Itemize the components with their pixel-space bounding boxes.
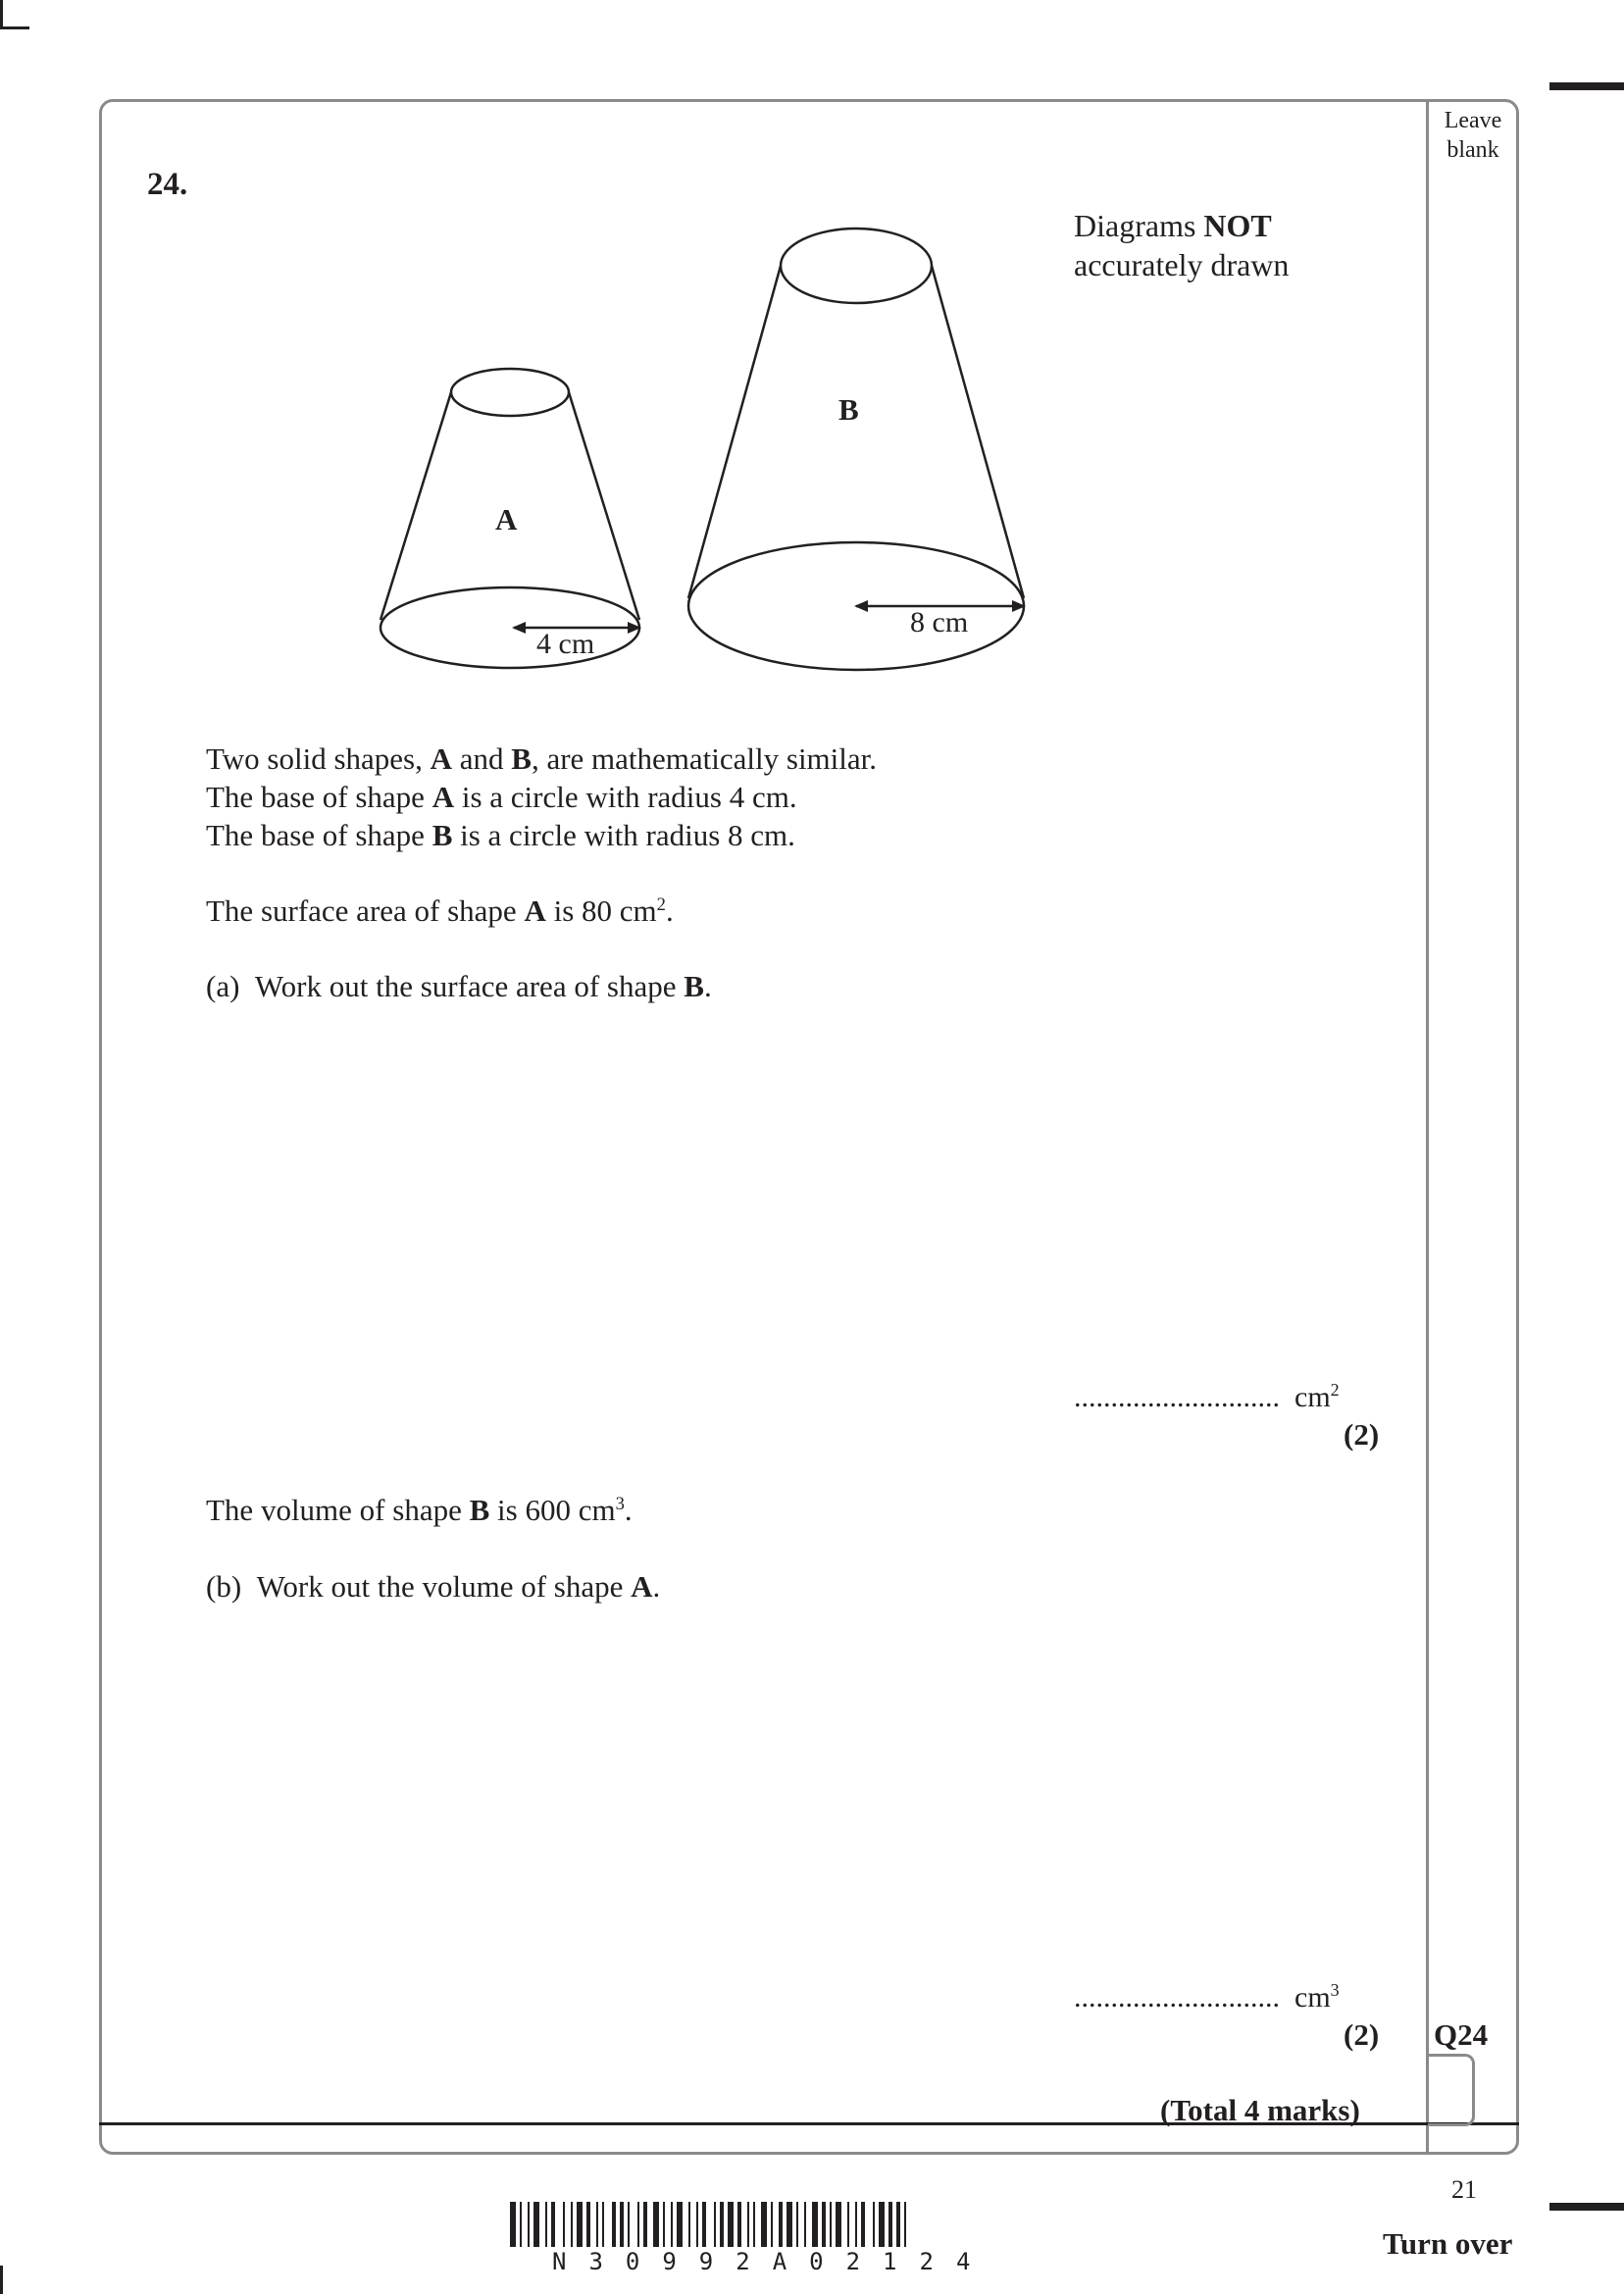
barcode-bar: [696, 2202, 698, 2247]
marks-b: (2): [1344, 2017, 1380, 2052]
answer-unit: cm: [1294, 1981, 1331, 2014]
barcode-bar: [643, 2202, 647, 2247]
barcode-bar: [528, 2202, 530, 2247]
barcode-bar: [586, 2202, 590, 2247]
barcode-bar: [533, 2202, 539, 2247]
total-marks: (Total 4 marks): [1160, 2093, 1360, 2127]
barcode-bar: [637, 2202, 639, 2247]
barcode-bar: [653, 2202, 659, 2247]
shape-a-label: A: [495, 502, 518, 536]
text-bold: B: [684, 969, 704, 1003]
text-bold: A: [431, 780, 455, 814]
superscript: 2: [1330, 1380, 1340, 1401]
text-run: Work out the volume of shape: [256, 1569, 632, 1604]
answer-unit: cm: [1294, 1381, 1331, 1413]
text-run: is a circle with radius 8 cm.: [452, 818, 795, 852]
barcode-bar: [577, 2202, 583, 2247]
diagram-note-bold: NOT: [1203, 208, 1272, 243]
barcode-bar: [551, 2202, 555, 2247]
barcode-bar: [779, 2202, 783, 2247]
barcode-bar: [663, 2202, 665, 2247]
text-run: Two solid shapes,: [206, 741, 431, 776]
part-label: (b): [206, 1569, 242, 1604]
volume-statement: [206, 1493, 633, 1528]
superscript: 3: [615, 1493, 625, 1514]
text-bold: A: [524, 893, 546, 928]
barcode-bar: [671, 2202, 673, 2247]
text-run: The base of shape: [206, 818, 432, 852]
barcode-number: N30992A02124: [552, 2248, 993, 2275]
barcode-bar: [888, 2202, 892, 2247]
part-a-question: [206, 969, 712, 1004]
text-run: , are mathematically similar.: [531, 741, 878, 776]
answer-line-a[interactable]: [1074, 1381, 1340, 1414]
text-run: is 80 cm: [545, 893, 657, 928]
text-run: and: [452, 741, 512, 776]
answer-line-b[interactable]: [1074, 1981, 1340, 2014]
radius-a-label: 4 cm: [536, 628, 595, 660]
text-run: is a circle with radius 4 cm.: [454, 780, 797, 814]
barcode-bar: [847, 2202, 849, 2247]
surface-area-statement: [206, 893, 674, 929]
radius-b-label: 8 cm: [910, 606, 969, 638]
barcode-bar: [753, 2202, 755, 2247]
barcode-bar: [879, 2202, 885, 2247]
barcode-bar: [545, 2202, 547, 2247]
barcode-bar: [677, 2202, 683, 2247]
barcode-bar: [787, 2202, 792, 2247]
barcode-bar: [510, 2202, 516, 2247]
barcode-bar: [830, 2202, 832, 2247]
barcode-bar: [904, 2202, 906, 2247]
barcode-bar: [620, 2202, 624, 2247]
statement-line-3: [206, 818, 795, 853]
frustum-b: [688, 229, 1024, 670]
barcode-bar: [804, 2202, 806, 2247]
barcode-bar: [612, 2202, 616, 2247]
barcode-bar: [728, 2202, 734, 2247]
diagram-note-line2: accurately drawn: [1074, 247, 1290, 282]
page-number: 21: [1451, 2175, 1477, 2204]
diagram-note-prefix: Diagrams: [1074, 208, 1204, 243]
barcode-bar: [688, 2202, 690, 2247]
barcode-bar: [747, 2202, 749, 2247]
barcode-icon: [510, 2202, 1130, 2247]
similar-shapes-diagram: [0, 0, 1624, 736]
text-run: The volume of shape: [206, 1493, 470, 1527]
superscript: 3: [1330, 1980, 1340, 2001]
statement-line-2: [206, 780, 797, 815]
leave-blank-label: Leave blank: [1444, 108, 1502, 163]
examiner-mark-box[interactable]: [1428, 2054, 1475, 2126]
answer-dots[interactable]: ............................: [1074, 1381, 1280, 1413]
barcode-bar: [737, 2202, 741, 2247]
text-run: .: [665, 893, 674, 928]
text-run: .: [624, 1493, 633, 1527]
text-run: is 600 cm: [489, 1493, 616, 1527]
question-number: 24.: [147, 167, 188, 202]
barcode-bar: [628, 2202, 630, 2247]
barcode-bar: [571, 2202, 573, 2247]
text-bold: B: [469, 1493, 490, 1527]
barcode-bar: [822, 2202, 826, 2247]
turn-over: Turn over: [1383, 2226, 1513, 2261]
part-label: (a): [206, 969, 240, 1003]
shape-b-label: B: [838, 392, 859, 427]
barcode-bar: [812, 2202, 818, 2247]
text-bold: A: [631, 1569, 653, 1604]
barcode-bar: [896, 2202, 900, 2247]
barcode-bar: [861, 2202, 865, 2247]
barcode-bar: [520, 2202, 522, 2247]
text-bold: A: [430, 741, 452, 776]
margin-mark-bottom-right: [1549, 2203, 1624, 2211]
text-run: The base of shape: [206, 780, 432, 814]
barcode-bar: [596, 2202, 598, 2247]
text-bold: B: [511, 741, 532, 776]
part-b-question: [206, 1569, 660, 1605]
barcode-bar: [761, 2202, 767, 2247]
text-run: The surface area of shape: [206, 893, 525, 928]
barcode-bar: [771, 2202, 773, 2247]
barcode-bar: [702, 2202, 706, 2247]
text-bold: B: [431, 818, 453, 852]
question-label-q24: Q24: [1434, 2017, 1489, 2052]
barcode-bar: [855, 2202, 857, 2247]
superscript: 2: [656, 893, 666, 915]
barcode-bar: [563, 2202, 565, 2247]
crop-mark-bottom-left: [0, 2266, 3, 2294]
text-run: .: [652, 1569, 661, 1604]
barcode-bar: [836, 2202, 841, 2247]
barcode-bar: [873, 2202, 875, 2247]
barcode-bar: [796, 2202, 798, 2247]
text-run: .: [703, 969, 712, 1003]
statement-line-1: [206, 741, 877, 777]
marks-a: (2): [1344, 1417, 1380, 1452]
barcode-bar: [720, 2202, 724, 2247]
answer-dots[interactable]: ............................: [1074, 1981, 1280, 2014]
barcode-bar: [714, 2202, 716, 2247]
text-run: Work out the surface area of shape: [254, 969, 685, 1003]
barcode-bar: [602, 2202, 604, 2247]
